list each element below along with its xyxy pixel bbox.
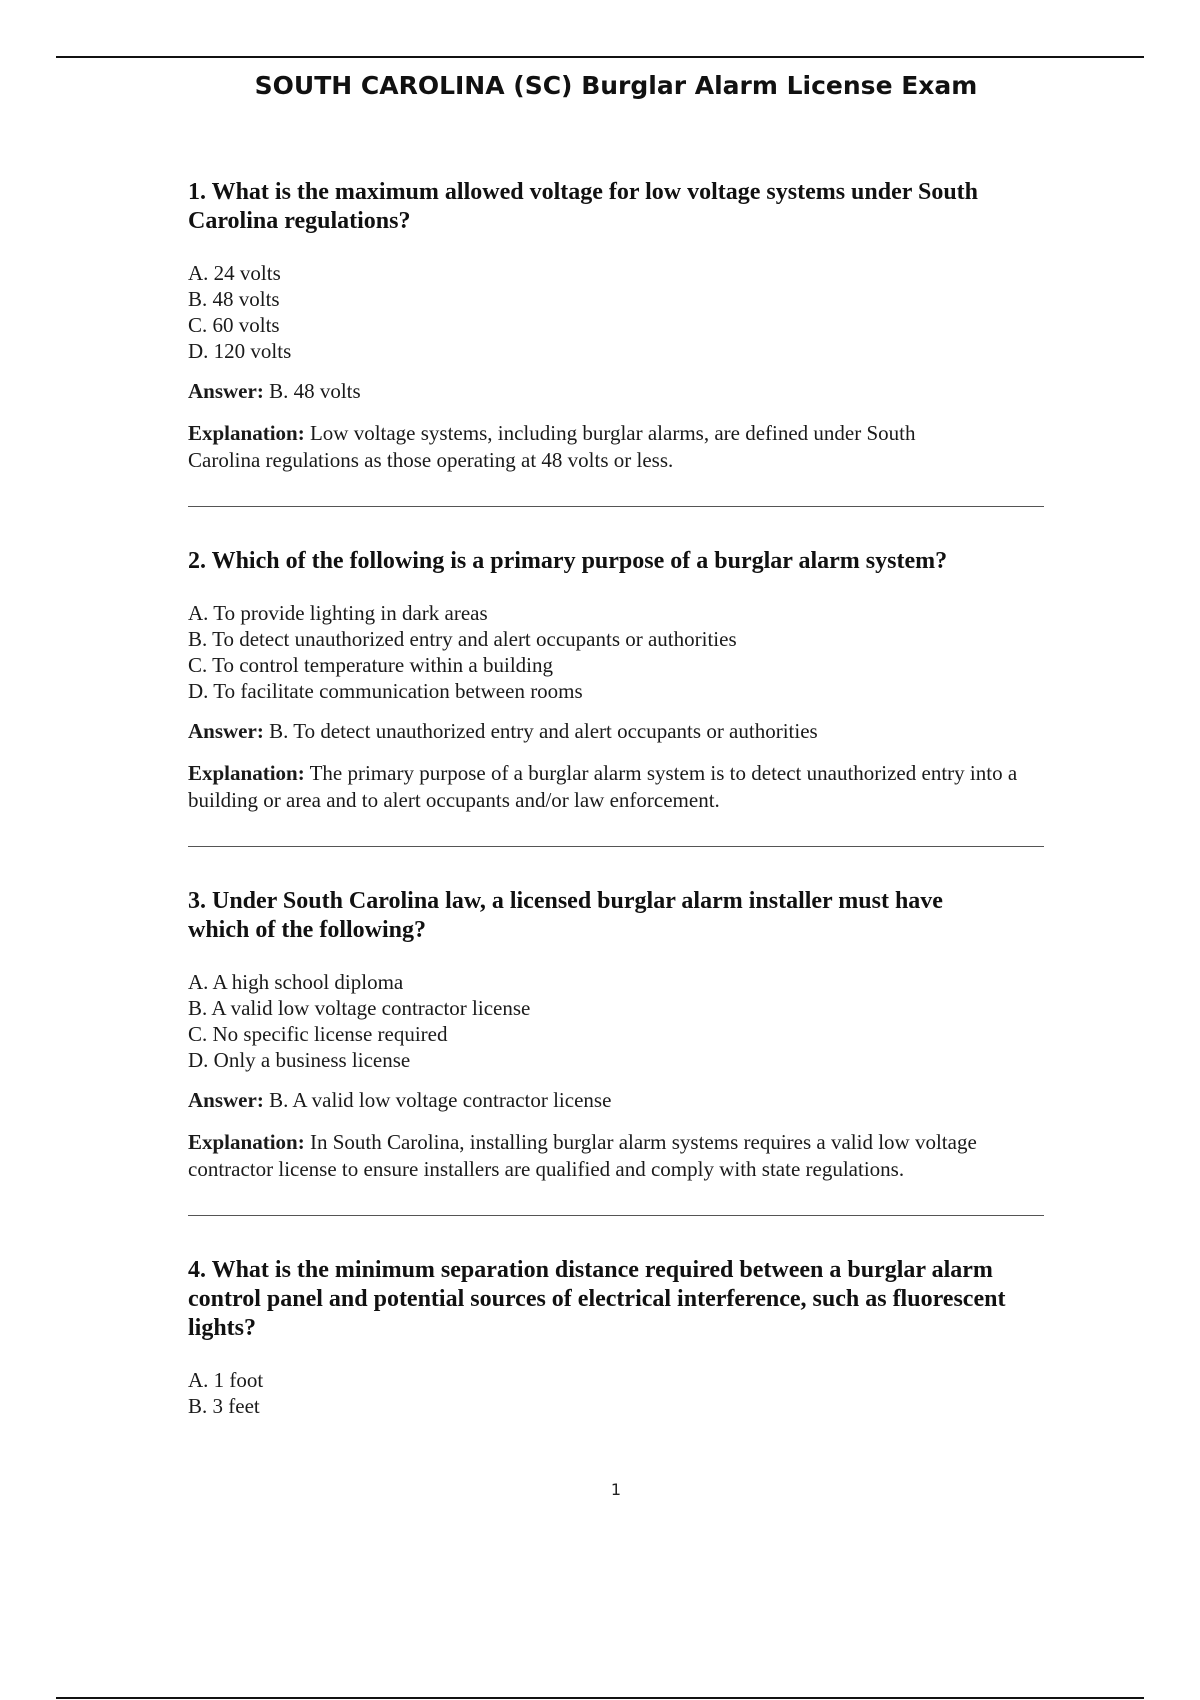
answer-label: Answer: [188, 1088, 264, 1112]
question-1 [188, 178, 1048, 474]
explanation-label: Explanation: [188, 1130, 305, 1154]
question-3-option-c: C. No specific license required [188, 1022, 448, 1046]
question-list [188, 178, 1048, 1433]
question-4-option-a: A. 1 foot [188, 1368, 264, 1392]
question-3-title: 3. Under South Carolina law, a licensed burglar alarm installer must have which of the following? [188, 888, 943, 943]
question-2-explanation [188, 760, 1038, 814]
question-3-answer-text: B. A valid low voltage contractor license [269, 1088, 612, 1112]
question-separator [188, 506, 1044, 507]
question-1-option-b: B. 48 volts [188, 287, 280, 311]
question-2-title: 2. Which of the following is a primary purpose of a burglar alarm system? [188, 548, 948, 574]
page-number: 1 [610, 1480, 622, 1499]
question-2 [188, 547, 1048, 814]
question-1-options [188, 260, 1048, 364]
explanation-label: Explanation: [188, 421, 305, 445]
question-4-options [188, 1367, 1048, 1419]
question-3 [188, 887, 1048, 1183]
top-rule [56, 56, 1144, 58]
question-3-options [188, 969, 1048, 1073]
question-2-options [188, 600, 1048, 704]
question-4 [188, 1256, 1048, 1419]
question-1-explanation [188, 420, 978, 474]
question-1-option-a: A. 24 volts [188, 261, 281, 285]
document-title: SOUTH CAROLINA (SC) Burglar Alarm License Exam [254, 71, 978, 100]
question-separator [188, 1215, 1044, 1216]
question-3-option-b: B. A valid low voltage contractor license [188, 996, 531, 1020]
question-3-option-d: D. Only a business license [188, 1048, 411, 1072]
answer-label: Answer: [188, 379, 264, 403]
question-separator [188, 846, 1044, 847]
question-1-answer-text: B. 48 volts [269, 379, 361, 403]
explanation-label: Explanation: [188, 761, 305, 785]
question-4-option-b: B. 3 feet [188, 1394, 260, 1418]
question-3-explanation-text: In South Carolina, installing burglar alarm systems requires a valid low voltage contractor license to ensure installers are qualified and comply with state regulations. [188, 1130, 977, 1181]
question-1-option-d: D. 120 volts [188, 339, 292, 363]
question-2-option-d: D. To facilitate communication between rooms [188, 679, 583, 703]
question-3-explanation [188, 1129, 1048, 1183]
answer-label: Answer: [188, 719, 264, 743]
question-3-option-a: A. A high school diploma [188, 970, 404, 994]
question-4-title: 4. What is the minimum separation distance required between a burglar alarm control panel and potential sources of electrical interference, such as fluorescent lights? [188, 1257, 1006, 1341]
question-1-answer [188, 378, 1048, 404]
question-2-option-b: B. To detect unauthorized entry and alert occupants or authorities [188, 627, 737, 651]
question-2-option-c: C. To control temperature within a building [188, 653, 553, 677]
question-1-title: 1. What is the maximum allowed voltage for low voltage systems under South Carolina regulations? [188, 179, 979, 234]
question-2-explanation-text: The primary purpose of a burglar alarm system is to detect unauthorized entry into a building or area and to alert occupants and/or law enforcement. [188, 761, 1018, 812]
question-2-option-a: A. To provide lighting in dark areas [188, 601, 488, 625]
question-2-answer [188, 718, 1048, 744]
question-2-answer-text: B. To detect unauthorized entry and alert occupants or authorities [269, 719, 818, 743]
bottom-rule [56, 1697, 1144, 1699]
question-1-option-c: C. 60 volts [188, 313, 280, 337]
question-1-explanation-text: Low voltage systems, including burglar alarms, are defined under South Carolina regulations as those operating at 48 volts or less. [188, 421, 916, 472]
question-3-answer [188, 1087, 1048, 1113]
